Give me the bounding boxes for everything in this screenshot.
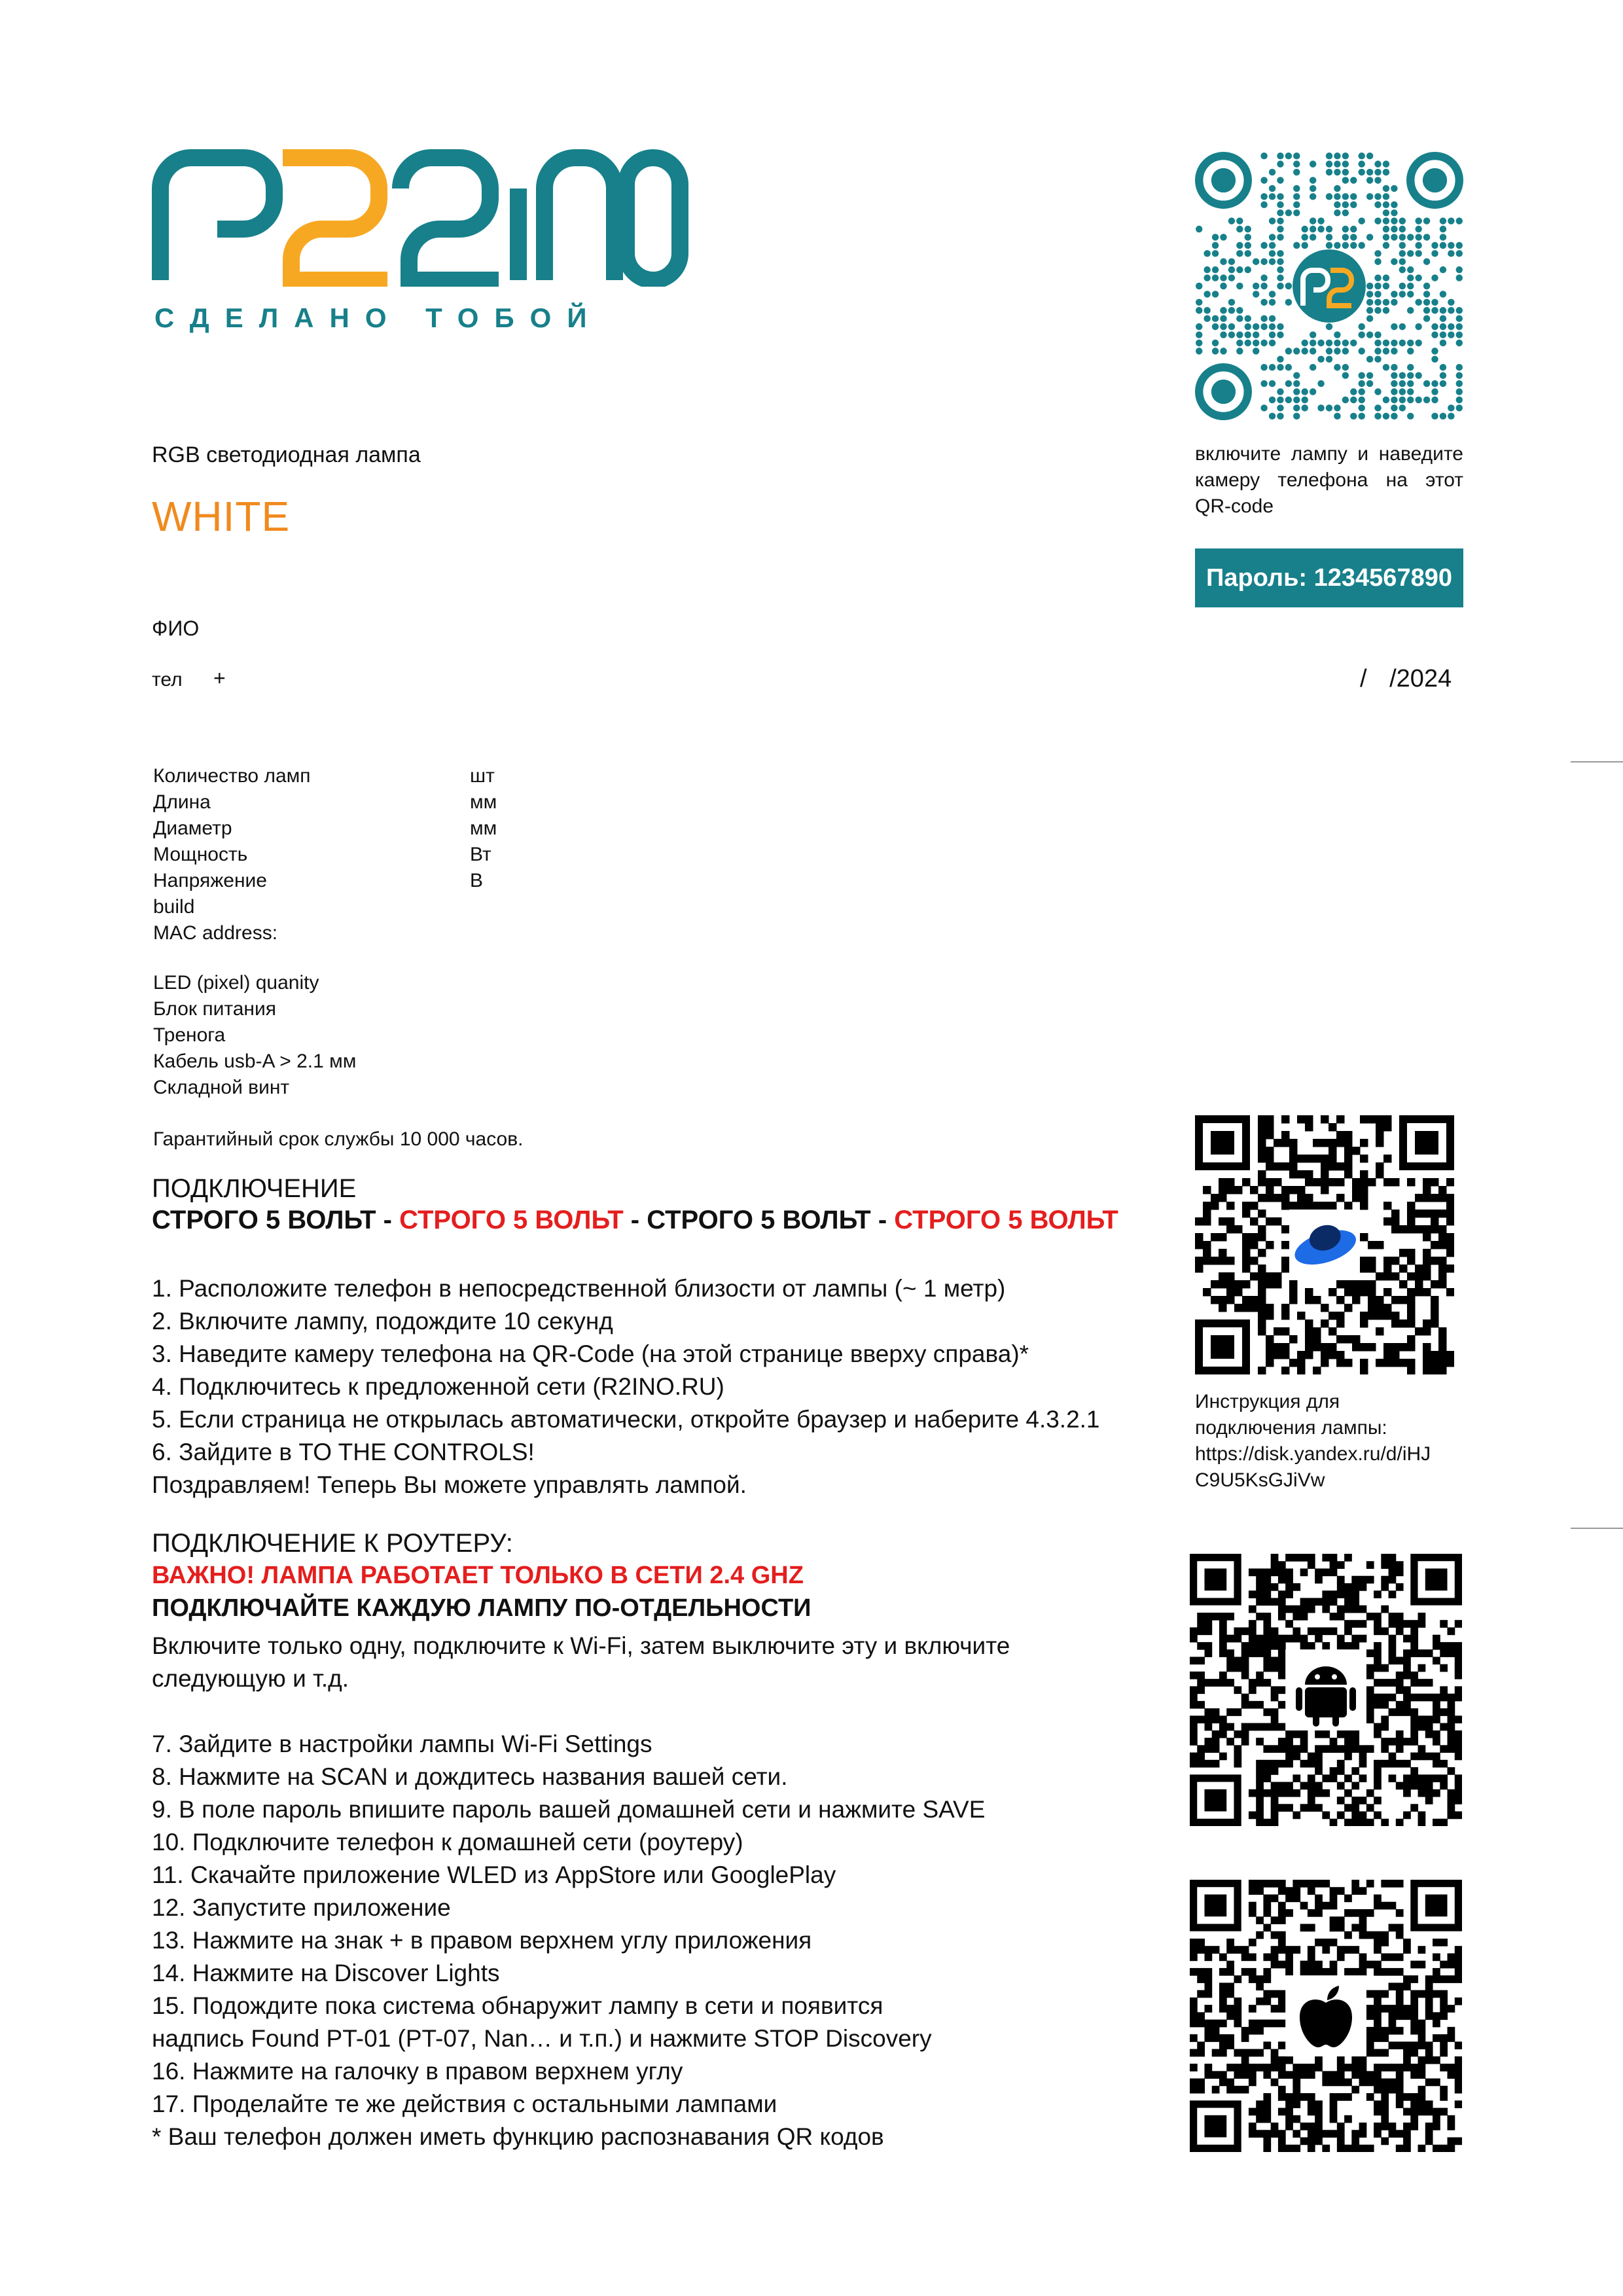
component-item: LED (pixel) quanity — [153, 972, 319, 994]
disk-caption-link[interactable]: https://disk.yandex.ru/d/iHJ — [1195, 1443, 1431, 1465]
spec-label: Напряжение — [153, 870, 267, 891]
logo-tagline: СДЕЛАНО ТОБОЙ — [154, 302, 603, 333]
step: Поздравляем! Теперь Вы можете управлять лампой. — [152, 1471, 747, 1498]
spec-label: Диаметр — [153, 817, 232, 839]
step: 11. Скачайте приложение WLED из AppStore или GooglePlay — [152, 1861, 836, 1888]
qr-caption: включите лампу и наведите камеру телефона на этот QR-code — [1195, 443, 1463, 517]
yandex-disk-icon — [1289, 1210, 1360, 1280]
date-field: / /2024 — [1360, 665, 1452, 692]
spec-labels — [153, 763, 311, 946]
step: 9. В поле пароль впишите пароль вашей домашней сети и нажмите SAVE — [152, 1796, 986, 1823]
r2ino-logo — [152, 149, 688, 287]
step: 1. Расположите телефон в непосредственной близости от лампы (~ 1 метр) — [152, 1275, 1006, 1302]
disk-caption-line: Инструкция для — [1195, 1391, 1340, 1412]
step: 3. Наведите камеру телефона на QR-Code (на этой странице вверху справа)* — [152, 1340, 1029, 1367]
router-description: Включите только одну, подключите к Wi-Fi, затем выключите эту и включите следующую и т.д. — [152, 1632, 1010, 1692]
fio-label: ФИО — [152, 617, 200, 640]
step: 7. Зайдите в настройки лампы Wi-Fi Settings — [152, 1731, 652, 1757]
spec-label: Длина — [153, 791, 211, 813]
product-model: WHITE — [152, 493, 291, 540]
component-item: Тренога — [153, 1024, 226, 1046]
step: 16. Нажмите на галочку в правом верхнем углу — [152, 2058, 683, 2085]
voltage-warning-red: СТРОГО 5 ВОЛЬТ — [894, 1206, 1118, 1234]
yandex-disk-qr-code — [1195, 1115, 1454, 1374]
spec-label: build — [153, 896, 195, 918]
step: 12. Запустите приложение — [152, 1894, 451, 1921]
spec-label: Мощность — [153, 844, 248, 865]
connection-steps — [152, 1272, 1100, 1501]
spec-label: Количество ламп — [153, 765, 311, 787]
component-item: Складной винт — [153, 1077, 290, 1098]
router-each: ПОДКЛЮЧАЙТЕ КАЖДУЮ ЛАМПУ ПО-ОТДЕЛЬНОСТИ — [152, 1594, 812, 1622]
r2-emblem-icon — [1293, 249, 1366, 323]
warranty-text: Гарантийный срок службы 10 000 часов. — [153, 1128, 524, 1150]
step: 10. Подключите телефон к домашней сети (роутеру) — [152, 1829, 743, 1856]
fold-mark — [1571, 761, 1623, 762]
disk-caption-link[interactable]: C9U5KsGJiVw — [1195, 1469, 1325, 1491]
voltage-warning-red: СТРОГО 5 ВОЛЬТ — [399, 1206, 624, 1234]
tel-plus: + — [213, 666, 226, 690]
step: 5. Если страница не открылась автоматически, откройте браузер и наберите 4.3.2.1 — [152, 1406, 1100, 1433]
disk-caption-line: подключения лампы: — [1195, 1417, 1387, 1439]
voltage-warning — [152, 1206, 1118, 1235]
step: 15. Подождите пока система обнаружит лампу в сети и появится — [152, 1992, 883, 2019]
router-important: ВАЖНО! ЛАМПА РАБОТАЕТ ТОЛЬКО В СЕТИ 2.4 GHZ — [152, 1562, 804, 1589]
fold-mark — [1571, 1528, 1623, 1529]
step: 17. Проделайте те же действия с остальными лампами — [152, 2090, 777, 2117]
spec-unit: мм — [470, 817, 497, 839]
password-badge: Пароль: 1234567890 — [1195, 548, 1463, 607]
wifi-qr-code — [1195, 152, 1463, 420]
step: 2. Включите лампу, подождите 10 секунд — [152, 1308, 613, 1335]
spec-label: MAC address: — [153, 922, 278, 944]
component-item: Кабель usb-A > 2.1 мм — [153, 1050, 357, 1072]
product-subtitle: RGB светодиодная лампа — [152, 442, 421, 467]
step: 13. Нажмите на знак + в правом верхнем углу приложения — [152, 1927, 812, 1954]
tel-label: тел — [152, 669, 183, 691]
spec-unit: мм — [470, 791, 497, 813]
voltage-warning-black: СТРОГО 5 ВОЛЬТ - — [152, 1206, 400, 1234]
spec-unit: Вт — [470, 844, 491, 865]
spec-unit: В — [470, 870, 484, 891]
android-qr-code — [1190, 1554, 1462, 1826]
step: 14. Нажмите на Discover Lights — [152, 1960, 500, 1986]
apple-qr-code — [1190, 1880, 1462, 2152]
step: надпись Found PT-01 (PT-07, Nan… и т.п.) и нажмите STOP Discovery — [152, 2025, 932, 2052]
step: 4. Подключитесь к предложенной сети (R2INO.RU) — [152, 1373, 724, 1400]
router-steps — [152, 1728, 985, 2153]
connection-title: ПОДКЛЮЧЕНИЕ — [152, 1174, 357, 1203]
apple-icon — [1285, 1975, 1366, 2056]
disk-caption — [1195, 1389, 1470, 1494]
step: 8. Нажмите на SCAN и дождитесь названия вашей сети. — [152, 1763, 788, 1790]
router-title: ПОДКЛЮЧЕНИЕ К РОУТЕРУ: — [152, 1529, 513, 1558]
voltage-warning-black: СТРОГО 5 ВОЛЬТ - — [647, 1206, 895, 1234]
android-icon — [1285, 1649, 1366, 1731]
spec-unit: шт — [470, 765, 495, 787]
spec-units — [470, 763, 497, 894]
component-item: Блок питания — [153, 998, 276, 1020]
step: * Ваш телефон должен иметь функцию распознавания QR кодов — [152, 2123, 884, 2150]
component-list — [153, 970, 356, 1101]
voltage-warning-sep: - — [623, 1206, 647, 1234]
step: 6. Зайдите в TO THE CONTROLS! — [152, 1439, 535, 1465]
